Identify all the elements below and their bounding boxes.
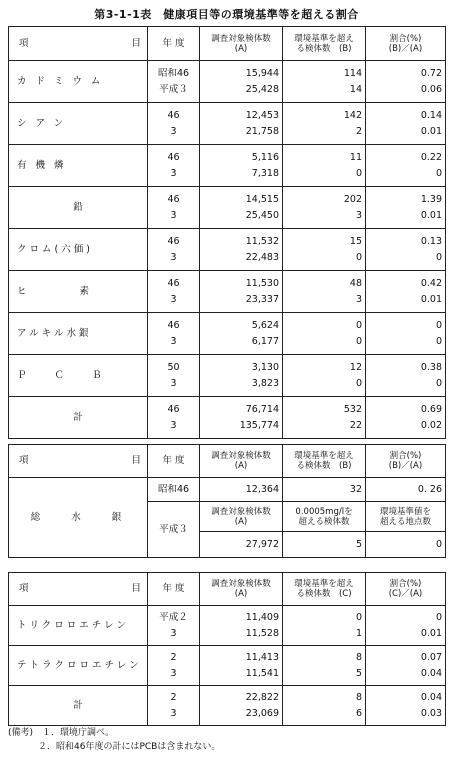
year-cell	[148, 397, 200, 439]
header-item: 項 目	[9, 27, 148, 61]
exceed-cell	[283, 313, 366, 355]
header-ratio: 割合(%) (B)／(A)	[366, 27, 446, 61]
ratio-cell-line: 0.69	[420, 403, 442, 415]
item-name: 計	[9, 397, 148, 439]
item-name: 計	[9, 686, 148, 726]
year-cell-line: 2	[170, 691, 177, 703]
count-a-cell-line: 76,714	[245, 403, 279, 415]
item-name: 鉛	[9, 187, 148, 229]
table-row	[9, 313, 446, 355]
exceed-cell-line: 0	[355, 377, 362, 389]
table-row	[9, 271, 446, 313]
count-a-cell	[200, 271, 283, 313]
exceed-cell	[283, 355, 366, 397]
exceed-cell-line: 532	[343, 403, 362, 415]
exceed-cell	[283, 606, 366, 646]
table-row	[9, 606, 446, 646]
table-row	[9, 187, 446, 229]
exceed-cell-line: 114	[343, 67, 362, 79]
notes	[8, 726, 220, 754]
item-total-mercury: 総 水 銀	[9, 478, 148, 558]
year-cell-line: 3	[170, 627, 177, 639]
table-row	[9, 61, 446, 103]
table-row	[9, 229, 446, 271]
year-cell	[148, 187, 200, 229]
year-cell-line: 3	[170, 167, 177, 179]
exceed-cell-line: 8	[355, 691, 362, 703]
header-item: 項 目	[9, 573, 148, 606]
count-a-cell-line: 11,532	[245, 235, 279, 247]
count-a-cell-line: 11,541	[245, 667, 279, 679]
ratio-cell-line: 0	[435, 377, 442, 389]
exceed-cell	[283, 103, 366, 145]
count-a-cell: 12,364	[200, 478, 283, 502]
item-name: テトラクロロエチレン	[9, 646, 148, 686]
year-cell-line: 3	[170, 125, 177, 137]
count-a-cell-line: 23,337	[245, 293, 279, 305]
exceed-cell	[283, 271, 366, 313]
year-cell-line: 昭和46	[157, 67, 190, 79]
year-cell-line: 46	[167, 109, 180, 121]
header-ratio: 割合(%) (B)／(A)	[366, 445, 446, 478]
exceed-cell-line: 11	[349, 151, 362, 163]
year-cell-line: 46	[167, 277, 180, 289]
year-cell	[148, 355, 200, 397]
header-count-a: 調査対象検体数 (A)	[200, 573, 283, 606]
year-cell-line: 50	[167, 361, 180, 373]
count-a-cell-line: 3,823	[251, 377, 279, 389]
count-a-cell-line: 5,624	[251, 319, 279, 331]
ratio-cell	[366, 646, 446, 686]
count-a-cell-line: 21,758	[245, 125, 279, 137]
exceed-cell	[283, 145, 366, 187]
ratio-cell	[366, 397, 446, 439]
year-cell-line: 3	[170, 707, 177, 719]
header-count-a: 調査対象検体数 (A)	[200, 27, 283, 61]
ratio-cell	[366, 606, 446, 646]
year-cell	[148, 61, 200, 103]
health-items-table	[8, 26, 446, 439]
ratio-cell-line: 0.03	[420, 707, 442, 719]
ratio-cell-line: 0.72	[420, 67, 442, 79]
count-a-cell-line: 22,822	[245, 691, 279, 703]
ratio-cell-line: 0	[435, 335, 442, 347]
note-1: １．環境庁調べ。	[42, 728, 115, 738]
exceed-cell-line: 5	[355, 667, 362, 679]
year-cell	[148, 271, 200, 313]
ratio-cell	[366, 229, 446, 271]
count-a-cell-line: 25,428	[245, 83, 279, 95]
exceed-cell: 5	[283, 532, 366, 558]
exceed-cell-line: 3	[355, 209, 362, 221]
header-year: 年 度	[148, 573, 200, 606]
year-cell-line: 平成２	[159, 611, 188, 623]
item-name: シアン	[9, 103, 148, 145]
ratio-cell	[366, 145, 446, 187]
exceed-cell	[283, 229, 366, 271]
header-count-a: 調査対象検体数 (A)	[200, 445, 283, 478]
count-a-cell	[200, 355, 283, 397]
ratio-cell-line: 0.13	[420, 235, 442, 247]
header-exceed-c: 環境基準を超え る検体数 (C)	[283, 573, 366, 606]
exceed-cell-line: 6	[355, 707, 362, 719]
year-cell-line: 3	[170, 293, 177, 305]
year-cell-line: 3	[170, 667, 177, 679]
count-a-cell-line: 6,177	[251, 335, 279, 347]
sites-cell: 0	[366, 532, 446, 558]
ratio-cell	[366, 187, 446, 229]
ratio-cell	[366, 103, 446, 145]
ratio-cell-line: 0.22	[420, 151, 442, 163]
ratio-cell-line: 0	[435, 319, 442, 331]
exceed-cell	[283, 187, 366, 229]
year-cell-line: 46	[167, 235, 180, 247]
count-a-cell-line: 11,409	[245, 611, 279, 623]
ratio-cell	[366, 271, 446, 313]
count-a-cell	[200, 187, 283, 229]
count-a-cell-line: 3,130	[251, 361, 279, 373]
ratio-cell-line: 0.01	[420, 627, 442, 639]
ratio-cell-line: 0.38	[420, 361, 442, 373]
exceed-cell-line: 0	[355, 335, 362, 347]
year-cell	[148, 646, 200, 686]
exceed-cell	[283, 686, 366, 726]
count-a-cell	[200, 606, 283, 646]
subheader-count-a: 調査対象検体数 (A)	[200, 502, 283, 532]
count-a-cell-line: 7,318	[251, 167, 279, 179]
count-a-cell-line: 11,528	[245, 627, 279, 639]
year-cell	[148, 313, 200, 355]
notes-label: (備考)	[8, 728, 34, 738]
table-row	[9, 397, 446, 439]
exceed-cell-line: 12	[349, 361, 362, 373]
count-a-cell	[200, 646, 283, 686]
exceed-cell	[283, 397, 366, 439]
header-exceed-b: 環境基準を超え る検体数 (B)	[283, 27, 366, 61]
year-cell-line: 46	[167, 319, 180, 331]
ratio-cell-line: 0.01	[420, 125, 442, 137]
ratio-cell	[366, 61, 446, 103]
year-cell-line: 46	[167, 193, 180, 205]
ratio-cell-line: 0.06	[420, 83, 442, 95]
item-name: クロム(六価)	[9, 229, 148, 271]
exceed-cell-line: 14	[349, 83, 362, 95]
exceed-cell-line: 48	[349, 277, 362, 289]
ratio-cell-line: 0	[435, 611, 442, 623]
item-name: Ｐ Ｃ Ｂ	[9, 355, 148, 397]
ratio-cell-line: 0.01	[420, 209, 442, 221]
item-name: トリクロロエチレン	[9, 606, 148, 646]
year-cell: 平成３	[148, 502, 200, 558]
year-cell-line: 2	[170, 651, 177, 663]
year-cell-line: 平成３	[159, 83, 188, 95]
table-row	[9, 145, 446, 187]
exceed-cell-line: 1	[355, 627, 362, 639]
exceed-cell-line: 0	[355, 251, 362, 263]
exceed-cell-line: 2	[355, 125, 362, 137]
count-a-cell-line: 22,483	[245, 251, 279, 263]
count-a-cell: 27,972	[200, 532, 283, 558]
year-cell	[148, 606, 200, 646]
exceed-cell-line: 8	[355, 651, 362, 663]
count-a-cell-line: 5,116	[251, 151, 279, 163]
exceed-cell-line: 202	[343, 193, 362, 205]
count-a-cell	[200, 397, 283, 439]
exceed-cell-line: 3	[355, 293, 362, 305]
subheader-exceed: 0.0005mg/lを 超える検体数	[283, 502, 366, 532]
note-2: ２．昭和46年度の計にはPCBは含まれない。	[38, 742, 221, 752]
ratio-cell: 0. 26	[366, 478, 446, 502]
year-cell-line: 3	[170, 335, 177, 347]
count-a-cell	[200, 229, 283, 271]
header-item: 項 目	[9, 445, 148, 478]
ratio-cell-line: 0.14	[420, 109, 442, 121]
year-cell	[148, 145, 200, 187]
count-a-cell-line: 11,530	[245, 277, 279, 289]
table-row	[9, 686, 446, 726]
header-ratio: 割合(%) (C)／(A)	[366, 573, 446, 606]
year-cell	[148, 229, 200, 271]
header-year: 年 度	[148, 445, 200, 478]
year-cell	[148, 103, 200, 145]
table-row	[9, 355, 446, 397]
count-a-cell	[200, 686, 283, 726]
year-cell-line: 3	[170, 209, 177, 221]
ratio-cell-line: 0	[435, 251, 442, 263]
ratio-cell-line: 0	[435, 167, 442, 179]
ratio-cell-line: 0.02	[420, 419, 442, 431]
exceed-cell-line: 142	[343, 109, 362, 121]
count-a-cell-line: 12,453	[245, 109, 279, 121]
count-a-cell-line: 11,413	[245, 651, 279, 663]
count-a-cell-line: 135,774	[239, 419, 279, 431]
ratio-cell	[366, 686, 446, 726]
header-exceed-b: 環境基準を超え る検体数 (B)	[283, 445, 366, 478]
year-cell-line: 3	[170, 251, 177, 263]
exceed-b-cell: 32	[283, 478, 366, 502]
header-year: 年 度	[148, 27, 200, 61]
table-row	[9, 103, 446, 145]
count-a-cell-line: 15,944	[245, 67, 279, 79]
year-cell: 昭和46	[148, 478, 200, 502]
ratio-cell	[366, 313, 446, 355]
count-a-cell-line: 25,450	[245, 209, 279, 221]
item-name: カドミウム	[9, 61, 148, 103]
count-a-cell	[200, 313, 283, 355]
count-a-cell	[200, 145, 283, 187]
ratio-cell-line: 0.07	[420, 651, 442, 663]
year-cell-line: 3	[170, 377, 177, 389]
item-name: 有機燐	[9, 145, 148, 187]
ratio-cell-line: 1.39	[420, 193, 442, 205]
exceed-cell	[283, 646, 366, 686]
table-title: 第3-1-1表 健康項目等の環境基準等を超える割合	[94, 8, 359, 21]
ratio-cell-line: 0.04	[420, 691, 442, 703]
count-a-cell-line: 23,069	[245, 707, 279, 719]
total-mercury-table	[8, 444, 446, 558]
exceed-cell	[283, 61, 366, 103]
ratio-cell-line: 0.04	[420, 667, 442, 679]
exceed-cell-line: 22	[349, 419, 362, 431]
chlorinated-solvents-table	[8, 572, 446, 726]
count-a-cell-line: 14,515	[245, 193, 279, 205]
count-a-cell	[200, 103, 283, 145]
table-row	[9, 646, 446, 686]
item-name: アルキル水銀	[9, 313, 148, 355]
exceed-cell-line: 0	[355, 611, 362, 623]
ratio-cell	[366, 355, 446, 397]
item-name: ヒ 素	[9, 271, 148, 313]
exceed-cell-line: 0	[355, 319, 362, 331]
exceed-cell-line: 15	[349, 235, 362, 247]
subheader-sites: 環境基準値を 超える地点数	[366, 502, 446, 532]
year-cell-line: 46	[167, 151, 180, 163]
ratio-cell-line: 0.42	[420, 277, 442, 289]
exceed-cell-line: 0	[355, 167, 362, 179]
year-cell-line: 46	[167, 403, 180, 415]
count-a-cell	[200, 61, 283, 103]
year-cell	[148, 686, 200, 726]
ratio-cell-line: 0.01	[420, 293, 442, 305]
year-cell-line: 3	[170, 419, 177, 431]
